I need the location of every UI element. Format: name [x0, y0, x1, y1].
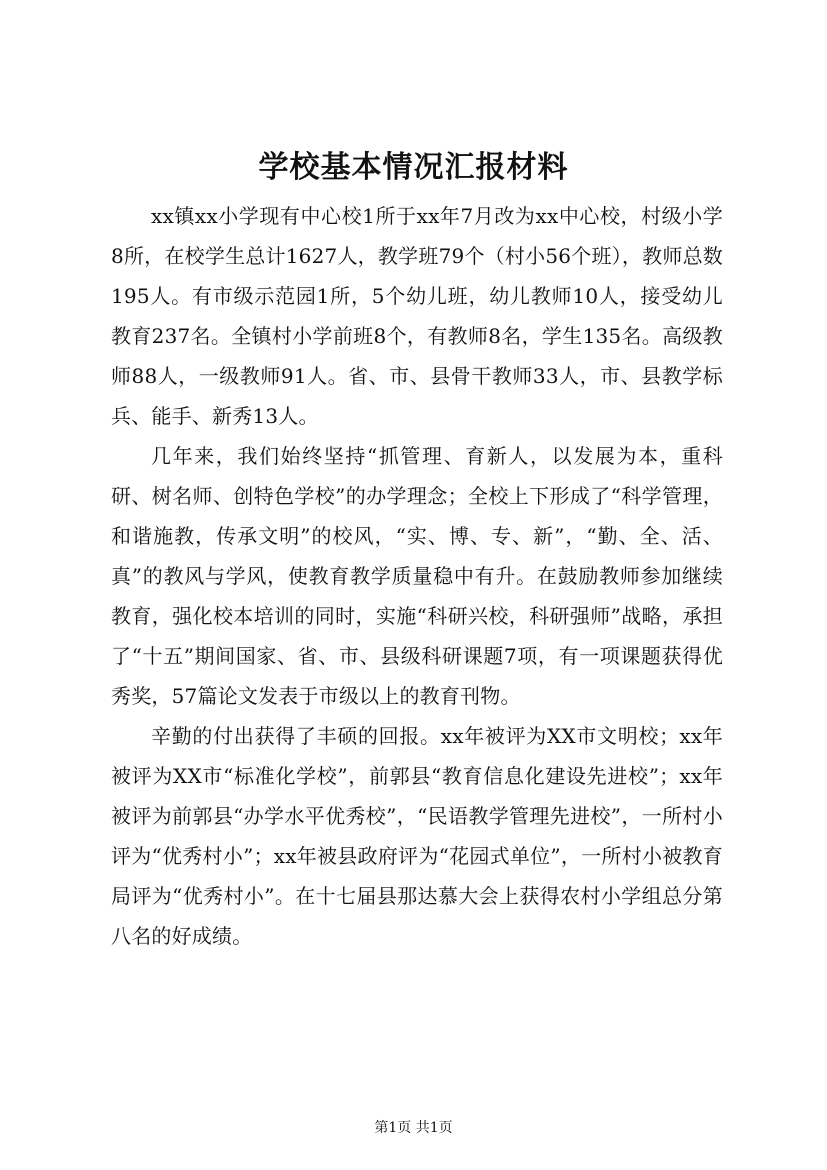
document-title: 学校基本情况汇报材料 [258, 150, 569, 185]
page-footer: 第1页 共1页 [374, 1120, 453, 1136]
document-body [111, 196, 723, 956]
paragraph-achievements: 辛勤的付出获得了丰硕的回报。xx年被评为XX市文明校；xx年被评为XX市“标准化学校”，前郭县“教育信息化建设先进校”；xx年被评为前郭县“办学水平优秀校”，“民语教学管理先进校”，一所村小评为“优秀村小”；xx年被县政府评为“花园式单位”，一所村小被教育局评为“优秀村小”。在十七届县那达慕大会上获得农村小学组总分第八名的好成绩。 [111, 724, 723, 948]
paragraph-philosophy: 几年来，我们始终坚持“抓管理、育新人，以发展为本，重科研、树名师、创特色学校”的办学理念；全校上下形成了“科学管理，和谐施教，传承文明”的校风，“实、博、专、新”，“勤、全、活、真”的教风与学风，使教育教学质量稳中有升。在鼓励教师参加继续教育，强化校本培训的同时，实施“科研兴校，科研强师”战略，承担了“十五”期间国家、省、市、县级科研课题7项，有一项课题获得优秀奖，57篇论文发表于市级以上的教育刊物。 [111, 444, 723, 708]
paragraph-overview: xx镇xx小学现有中心校1所于xx年7月改为xx中心校，村级小学8所，在校学生总计1627人，教学班79个（村小56个班），教师总数195人。有市级示范园1所，5个幼儿班，幼儿教师10人，接受幼儿教育237名。全镇村小学前班8个，有教师8名，学生135名。高级教师88人，一级教师91人。省、市、县骨干教师33人，市、县教学标兵、能手、新秀13人。 [111, 204, 723, 428]
